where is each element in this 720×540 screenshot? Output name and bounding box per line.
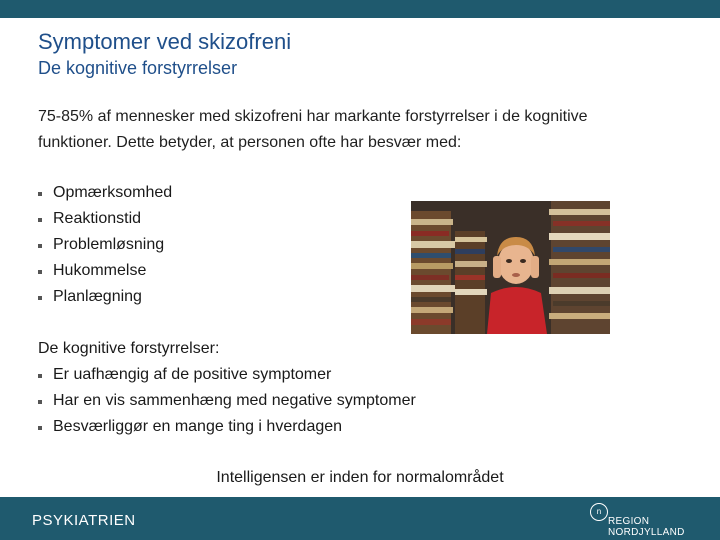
list-item: Besværliggør en mange ting i hverdagen <box>38 414 416 440</box>
list-item: Problemløsning <box>38 232 172 258</box>
region-logo-icon: n <box>590 503 608 521</box>
slide-subtitle: De kognitive forstyrrelser <box>38 58 238 78</box>
intro-line-1: 75-85% af mennesker med skizofreni har markante forstyrrelser i de kognitive <box>38 108 588 125</box>
top-header-bar <box>0 0 720 18</box>
section-heading: De kognitive forstyrrelser: <box>38 340 220 357</box>
list-item: Hukommelse <box>38 258 172 284</box>
list-item: Reaktionstid <box>38 206 172 232</box>
list-item: Planlægning <box>38 284 172 310</box>
intro-paragraph <box>38 104 678 156</box>
closing-statement: Intelligensen er inden for normalområdet <box>216 469 504 486</box>
region-nordjylland-logo: REGION NORDJYLLAND <box>608 516 685 538</box>
list-item: Er uafhængig af de positive symptomer <box>38 362 416 388</box>
list-item: Opmærksomhed <box>38 180 172 206</box>
intro-line-2: funktioner. Dette betyder, at personen ofte har besvær med: <box>38 134 462 151</box>
properties-list <box>38 362 416 440</box>
slide-title: Symptomer ved skizofreni <box>38 29 292 54</box>
psykiatrien-logo: PSYKIATRIEN <box>32 512 136 529</box>
difficulty-list <box>38 180 172 310</box>
list-item: Har en vis sammenhæng med negative symptomer <box>38 388 416 414</box>
boy-among-books-photo <box>411 201 610 334</box>
